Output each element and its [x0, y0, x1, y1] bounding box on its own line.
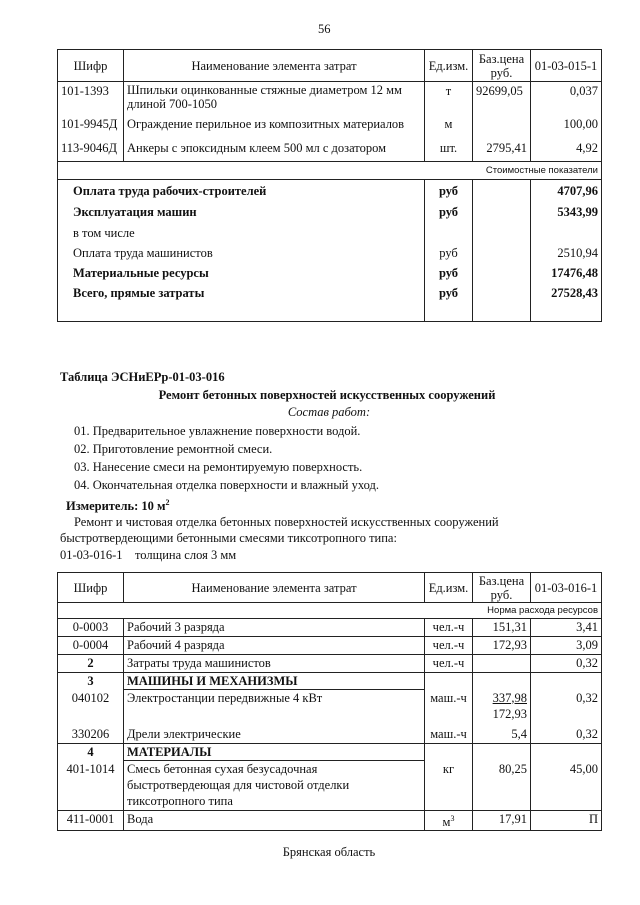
row-name: Вода: [124, 811, 425, 831]
section-code: 4: [58, 744, 124, 761]
works-title: Состав работ:: [287, 405, 371, 419]
measure-text: Измеритель: 10 м: [66, 499, 166, 514]
row-unit-text: м: [442, 815, 451, 830]
row-unit: шт.: [425, 140, 473, 162]
summary-unit: руб: [425, 201, 473, 222]
work-item: 03. Нанесение смеси на ремонтируемую поверхность.: [74, 460, 363, 474]
row-name-line: Смесь бетонная сухая безусадочная: [127, 762, 318, 776]
page-number: 56: [318, 22, 331, 36]
row-price: [473, 744, 531, 761]
row-code: 113-9046Д: [58, 140, 124, 162]
row-norm: 100,00: [531, 116, 602, 140]
summary-unit: руб: [425, 242, 473, 262]
row-code: 040102: [58, 690, 124, 726]
row-unit: [425, 811, 473, 831]
row-norm: 3,09: [531, 637, 602, 655]
summary-value: 17476,48: [531, 262, 602, 282]
cost-label: Стоимостные показатели: [58, 162, 602, 180]
item-text: толщина слоя 3 мм: [135, 548, 237, 562]
summary-name: Оплата труда рабочих-строителей: [58, 180, 425, 201]
row-price: 151,31: [473, 619, 531, 637]
row-code: 330206: [58, 726, 124, 744]
row-code: 101-9945Д: [58, 116, 124, 140]
work-item: 01. Предварительное увлажнение поверхности водой.: [74, 424, 361, 438]
header-norm: 01-03-015-1: [531, 50, 602, 82]
row-name: [124, 761, 425, 811]
description-line: Ремонт и чистовая отделка бетонных поверхностей искусственных сооружений: [74, 515, 499, 529]
summary-blank: [473, 222, 531, 242]
section-subtitle: Ремонт бетонных поверхностей искусственных сооружений: [158, 388, 496, 402]
summary-blank: [473, 262, 531, 282]
row-name: Дрели электрические: [124, 726, 425, 744]
row-norm: П: [531, 811, 602, 831]
row-price: [473, 690, 531, 726]
row-code: 0-0003: [58, 619, 124, 637]
row-unit: [425, 744, 473, 761]
row-norm: 0,32: [531, 655, 602, 673]
header-code: Шифр: [58, 573, 124, 603]
row-price: [473, 673, 531, 690]
summary-value: 27528,43: [531, 282, 602, 322]
header-unit: Ед.изм.: [425, 50, 473, 82]
header-price: Баз.цена руб.: [473, 50, 531, 82]
row-unit: [425, 673, 473, 690]
row-norm: 3,41: [531, 619, 602, 637]
row-price: 92699,05: [473, 82, 531, 116]
resource-table-016: [57, 572, 602, 831]
description-line: быстротвердеющими бетонными смесями тиксотропного типа:: [60, 531, 397, 545]
page-footer: Брянская область: [282, 845, 376, 859]
row-unit: маш.-ч: [425, 690, 473, 726]
work-item: 04. Окончательная отделка поверхности и влажный уход.: [74, 478, 379, 492]
norm-label: Норма расхода ресурсов: [58, 603, 602, 619]
row-code: 0-0004: [58, 637, 124, 655]
resource-table-015: [57, 49, 602, 322]
table-title: Таблица ЭСНиЕРр-01-03-016: [60, 370, 225, 384]
item-code: 01-03-016-1: [60, 548, 123, 562]
summary-blank: [473, 242, 531, 262]
row-name-line: тиксотропного типа: [127, 794, 233, 808]
header-price: Баз.цена руб.: [473, 573, 531, 603]
summary-unit: руб: [425, 282, 473, 322]
header-unit: Ед.изм.: [425, 573, 473, 603]
row-unit: чел.-ч: [425, 619, 473, 637]
summary-value: 5343,99: [531, 201, 602, 222]
summary-blank: [473, 201, 531, 222]
row-unit: м: [425, 116, 473, 140]
section-title: МАТЕРИАЛЫ: [124, 744, 425, 761]
row-norm: [531, 744, 602, 761]
summary-value: 4707,96: [531, 180, 602, 201]
section-title: МАШИНЫ И МЕХАНИЗМЫ: [124, 673, 425, 690]
row-price: 5,4: [473, 726, 531, 744]
row-name: Ограждение перильное из композитных материалов: [124, 116, 425, 140]
row-unit: кг: [425, 761, 473, 811]
row-unit: чел.-ч: [425, 637, 473, 655]
header-name: Наименование элемента затрат: [124, 50, 425, 82]
summary-name: Материальные ресурсы: [58, 262, 425, 282]
row-price: 80,25: [473, 761, 531, 811]
row-name: Шпильки оцинкованные стяжные диаметром 12 мм длиной 700-1050: [124, 82, 425, 116]
header-name: Наименование элемента затрат: [124, 573, 425, 603]
section-code: 3: [58, 673, 124, 690]
row-price-secondary: 172,93: [492, 706, 527, 721]
row-unit: чел.-ч: [425, 655, 473, 673]
row-price: 172,93: [473, 637, 531, 655]
summary-value: [531, 222, 602, 242]
summary-value: 2510,94: [531, 242, 602, 262]
row-price: 2795,41: [473, 140, 531, 162]
row-price: [473, 116, 531, 140]
summary-blank: [473, 282, 531, 322]
row-price-primary: 337,98: [492, 690, 527, 705]
row-name: Рабочий 3 разряда: [124, 619, 425, 637]
row-name: Электростанции передвижные 4 кВт: [124, 690, 425, 726]
header-code: Шифр: [58, 50, 124, 82]
row-code: 411-0001: [58, 811, 124, 831]
summary-blank: [473, 180, 531, 201]
row-name: Анкеры с эпоксидным клеем 500 мл с дозатором: [124, 140, 425, 162]
row-name: Затраты труда машинистов: [124, 655, 425, 673]
header-norm: 01-03-016-1: [531, 573, 602, 603]
row-norm: 0,32: [531, 690, 602, 726]
row-norm: 0,037: [531, 82, 602, 116]
row-name-line: быстротвердеющая для чистовой отделки: [127, 778, 350, 792]
measure-label: [66, 495, 170, 514]
row-unit: маш.-ч: [425, 726, 473, 744]
row-norm: [531, 673, 602, 690]
measure-sup: 2: [165, 498, 170, 507]
summary-unit: руб: [425, 180, 473, 201]
row-norm: 4,92: [531, 140, 602, 162]
summary-unit: руб: [425, 262, 473, 282]
row-price: 17,91: [473, 811, 531, 831]
row-norm: 45,00: [531, 761, 602, 811]
work-item: 02. Приготовление ремонтной смеси.: [74, 442, 273, 456]
summary-name: Всего, прямые затраты: [58, 282, 425, 322]
row-unit-sup: 3: [450, 814, 455, 823]
row-unit: т: [425, 82, 473, 116]
summary-unit: [425, 222, 473, 242]
summary-name: Эксплуатация машин: [58, 201, 425, 222]
row-code: 101-1393: [58, 82, 124, 116]
row-name: Рабочий 4 разряда: [124, 637, 425, 655]
row-code: 2: [58, 655, 124, 673]
summary-name: в том числе: [58, 222, 425, 242]
row-norm: 0,32: [531, 726, 602, 744]
row-price: [473, 655, 531, 673]
summary-name: Оплата труда машинистов: [58, 242, 425, 262]
row-code: 401-1014: [58, 761, 124, 811]
